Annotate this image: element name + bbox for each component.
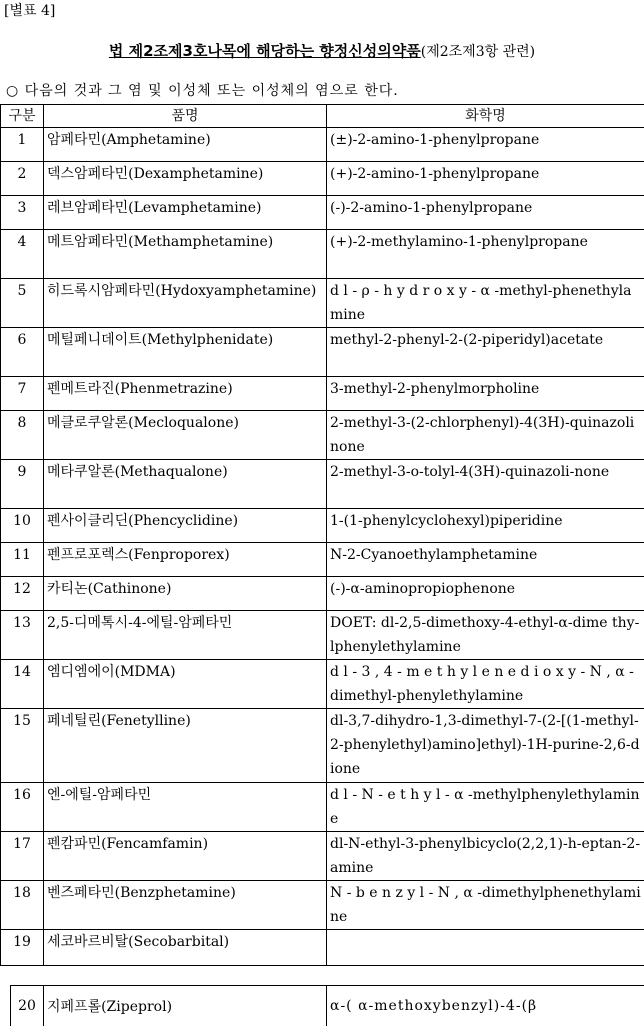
row-number: 14 xyxy=(1,660,44,709)
row-number: 6 xyxy=(1,328,44,377)
row-number: 13 xyxy=(1,611,44,660)
chemical-name: α-( α-methoxybenzyl)-4-(β xyxy=(327,986,644,1026)
table-row xyxy=(1,460,644,509)
table-row xyxy=(11,986,644,1026)
table-header-row xyxy=(1,105,644,128)
table-row xyxy=(1,611,644,660)
chemical-name: (±)-2-amino-1-phenylpropane xyxy=(327,128,644,162)
annex-label: [별표 4] xyxy=(4,0,55,20)
chemical-name: (+)-2-amino-1-phenylpropane xyxy=(327,162,644,196)
chemical-name: 2-methyl-3-ο-tolyl-4(3H)-quinazoli-none xyxy=(327,460,644,509)
row-number: 11 xyxy=(1,543,44,577)
substance-name: 2,5-디메톡시-4-에틸-암페타민 xyxy=(44,611,327,660)
row-number: 19 xyxy=(1,930,44,966)
row-number: 12 xyxy=(1,577,44,611)
chemical-name: 1-(1-phenylcyclohexyl)piperidine xyxy=(327,509,644,543)
chemical-name: dl-N-ethyl-3-phenylbicyclo(2,2,1)-h-eptan-2-amine xyxy=(327,832,644,881)
chemical-name xyxy=(327,930,644,966)
table-row xyxy=(1,881,644,930)
table-row xyxy=(1,543,644,577)
substance-name: 카티논(Cathinone) xyxy=(44,577,327,611)
substance-name: 벤즈페타민(Benzphetamine) xyxy=(44,881,327,930)
row-number: 9 xyxy=(1,460,44,509)
substance-name: 메트암페타민(Methamphetamine) xyxy=(44,230,327,279)
title-sub: (제2조제3항 관련) xyxy=(421,44,535,60)
chemical-name: dl-3,7-dihydro-1,3-dimethyl-7-(2-[(1-methyl-2-phenylethyl)amino]ethyl)-1H-purine-2,6-dione xyxy=(327,709,644,783)
document-title xyxy=(0,40,644,61)
substance-name: 히드록시암페타민(Hydoxyamphetamine) xyxy=(44,279,327,328)
substance-name: 펜사이클리딘(Phencyclidine) xyxy=(44,509,327,543)
table-row xyxy=(1,230,644,279)
substance-name: 지페프롤(Zipeprol) xyxy=(44,986,327,1026)
table-row xyxy=(1,411,644,460)
table-row xyxy=(1,832,644,881)
chemical-name: DOET: dl-2,5-dimethoxy-4-ethyl-α-dime thy-lphenylethylamine xyxy=(327,611,644,660)
row-number: 8 xyxy=(1,411,44,460)
row-number: 20 xyxy=(11,986,44,1026)
row-number: 18 xyxy=(1,881,44,930)
substance-name: 엠디엠에이(MDMA) xyxy=(44,660,327,709)
table-row xyxy=(1,377,644,411)
row-number: 17 xyxy=(1,832,44,881)
chemical-name: (-)-2-amino-1-phenylpropane xyxy=(327,196,644,230)
table-row xyxy=(1,930,644,966)
substance-name: 펜메트라진(Phenmetrazine) xyxy=(44,377,327,411)
substance-name: 메타쿠알론(Methaqualone) xyxy=(44,460,327,509)
row-number: 7 xyxy=(1,377,44,411)
substance-name: 메틸페니데이트(Methylphenidate) xyxy=(44,328,327,377)
table-row xyxy=(1,328,644,377)
continuation-table xyxy=(10,985,644,1026)
row-number: 1 xyxy=(1,128,44,162)
row-number: 2 xyxy=(1,162,44,196)
substance-name: 덱스암페타민(Dexamphetamine) xyxy=(44,162,327,196)
chemical-name: 2-methyl-3-(2-chlorphenyl)-4(3H)-quinazolinone xyxy=(327,411,644,460)
substance-name: 암페타민(Amphetamine) xyxy=(44,128,327,162)
table-row xyxy=(1,783,644,832)
chemical-name: 3-methyl-2-phenylmorpholine xyxy=(327,377,644,411)
table-row xyxy=(1,279,644,328)
substance-name: 세코바르비탈(Secobarbital) xyxy=(44,930,327,966)
row-number: 4 xyxy=(1,230,44,279)
table-row xyxy=(1,509,644,543)
header-no: 구분 xyxy=(1,105,44,128)
row-number: 5 xyxy=(1,279,44,328)
table-row xyxy=(1,196,644,230)
row-number: 15 xyxy=(1,709,44,783)
table-row xyxy=(1,709,644,783)
table-row xyxy=(1,162,644,196)
substance-name: 메클로쿠알론(Mecloqualone) xyxy=(44,411,327,460)
row-number: 16 xyxy=(1,783,44,832)
substance-name: 레브암페타민(Levamphetamine) xyxy=(44,196,327,230)
intro-text: ○ 다음의 것과 그 염 및 이성체 또는 이성체의 염으로 한다. xyxy=(6,80,399,100)
row-number: 3 xyxy=(1,196,44,230)
chemical-name: N-2-Cyanoethylamphetamine xyxy=(327,543,644,577)
header-name: 품명 xyxy=(44,105,327,128)
table-row xyxy=(1,128,644,162)
substance-name: 페네틸린(Fenetylline) xyxy=(44,709,327,783)
substance-name: 펜캄파민(Fencamfamin) xyxy=(44,832,327,881)
chemical-name: (+)-2-methylamino-1-phenylpropane xyxy=(327,230,644,279)
substance-name: 엔-에틸-암페타민 xyxy=(44,783,327,832)
chemical-name: d l - N - e t h y l - α -methylphenylethylamine xyxy=(327,783,644,832)
chemical-name: methyl-2-phenyl-2-(2-piperidyl)acetate xyxy=(327,328,644,377)
table-row xyxy=(1,660,644,709)
chemical-name: d l - ρ - h y d r o x y - α -methyl-phenethylamine xyxy=(327,279,644,328)
substance-table xyxy=(0,104,644,966)
substance-name: 펜프로포렉스(Fenproporex) xyxy=(44,543,327,577)
title-main: 법 제2조제3호나목에 해당하는 향정신성의약품 xyxy=(109,42,421,60)
table-row xyxy=(1,577,644,611)
header-chem: 화학명 xyxy=(327,105,644,128)
row-number: 10 xyxy=(1,509,44,543)
chemical-name: (-)-α-aminopropiophenone xyxy=(327,577,644,611)
chemical-name: d l - 3 , 4 - m e t h y l e n e d i o x y - N , α -dimethyl-phenylethylamine xyxy=(327,660,644,709)
chemical-name: N - b e n z y l - N , α -dimethylphenethylamine xyxy=(327,881,644,930)
